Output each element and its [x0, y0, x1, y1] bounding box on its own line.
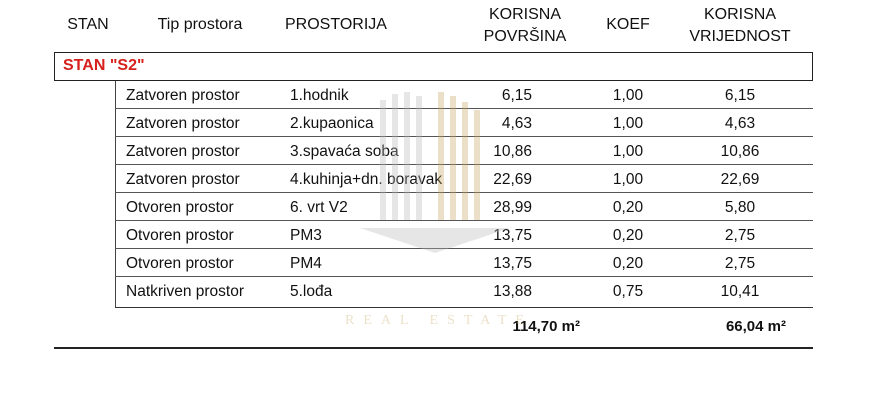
rows-bottom-border — [115, 307, 813, 308]
col-header-stan: STAN — [67, 16, 109, 33]
cell-koef: 0,75 — [612, 283, 644, 300]
cell-povrsina: 10,86 — [493, 143, 532, 160]
cell-povrsina: 6,15 — [501, 87, 532, 104]
cell-vrijednost: 2,75 — [724, 227, 756, 244]
cell-prostorija: PM4 — [290, 255, 322, 272]
table-row — [0, 165, 886, 193]
col-header-tip: Tip prostora — [157, 16, 243, 33]
cell-prostorija: 4.kuhinja+dn. boravak — [290, 171, 443, 188]
table-row — [0, 137, 886, 165]
watermark-text: REAL ESTATE — [345, 313, 533, 328]
table-row — [0, 109, 886, 137]
col-header-povrsina-line2: POVRŠINA — [483, 28, 567, 45]
cell-tip: Zatvoren prostor — [126, 143, 240, 160]
cell-povrsina: 13,75 — [493, 227, 532, 244]
cell-vrijednost: 2,75 — [724, 255, 756, 272]
table-row — [0, 81, 886, 109]
cell-vrijednost: 10,41 — [720, 283, 760, 300]
table-row — [0, 277, 886, 305]
cell-koef: 1,00 — [612, 143, 644, 160]
col-header-koef: KOEF — [606, 16, 650, 33]
cell-prostorija: 6. vrt V2 — [290, 199, 348, 216]
cell-tip: Natkriven prostor — [126, 283, 245, 300]
cell-povrsina: 13,88 — [493, 283, 532, 300]
col-header-vrijednost-line2: VRIJEDNOST — [689, 28, 791, 45]
cell-koef: 0,20 — [612, 227, 644, 244]
cell-tip: Otvoren prostor — [126, 199, 234, 216]
cell-vrijednost: 6,15 — [724, 87, 756, 104]
apartment-title-box — [54, 52, 813, 81]
col-header-povrsina-line1: KORISNA — [488, 6, 561, 23]
cell-koef: 1,00 — [612, 171, 644, 188]
table-row — [0, 249, 886, 277]
cell-povrsina: 22,69 — [493, 171, 532, 188]
cell-povrsina: 4,63 — [501, 115, 532, 132]
cell-prostorija: 1.hodnik — [290, 87, 349, 104]
cell-vrijednost: 22,69 — [720, 171, 760, 188]
total-vrijednost: 66,04 m² — [725, 318, 786, 335]
cell-prostorija: PM3 — [290, 227, 322, 244]
col-header-povrsina — [470, 4, 580, 48]
table-row — [0, 193, 886, 221]
cell-povrsina: 28,99 — [493, 199, 532, 216]
cell-vrijednost: 5,80 — [724, 199, 756, 216]
cell-povrsina: 13,75 — [493, 255, 532, 272]
cell-vrijednost: 4,63 — [724, 115, 756, 132]
apartment-title: STAN "S2" — [63, 57, 145, 74]
cell-koef: 0,20 — [612, 199, 644, 216]
col-header-vrijednost-line1: KORISNA — [703, 6, 776, 23]
cell-tip: Zatvoren prostor — [126, 171, 240, 188]
col-header-vrijednost — [680, 4, 800, 48]
cell-tip: Otvoren prostor — [126, 227, 234, 244]
col-header-prostorija: PROSTORIJA — [285, 16, 387, 33]
cell-prostorija: 3.spavaća soba — [290, 143, 399, 160]
table-row — [0, 221, 886, 249]
table-bottom-rule — [54, 347, 813, 349]
cell-tip: Zatvoren prostor — [126, 87, 240, 104]
cell-tip: Zatvoren prostor — [126, 115, 240, 132]
cell-koef: 1,00 — [612, 115, 644, 132]
total-povrsina: 114,70 m² — [512, 318, 580, 335]
cell-tip: Otvoren prostor — [126, 255, 234, 272]
cell-prostorija: 5.lođa — [290, 283, 333, 300]
cell-prostorija: 2.kupaonica — [290, 115, 374, 132]
cell-koef: 0,20 — [612, 255, 644, 272]
cell-vrijednost: 10,86 — [720, 143, 760, 160]
cell-koef: 1,00 — [612, 87, 644, 104]
